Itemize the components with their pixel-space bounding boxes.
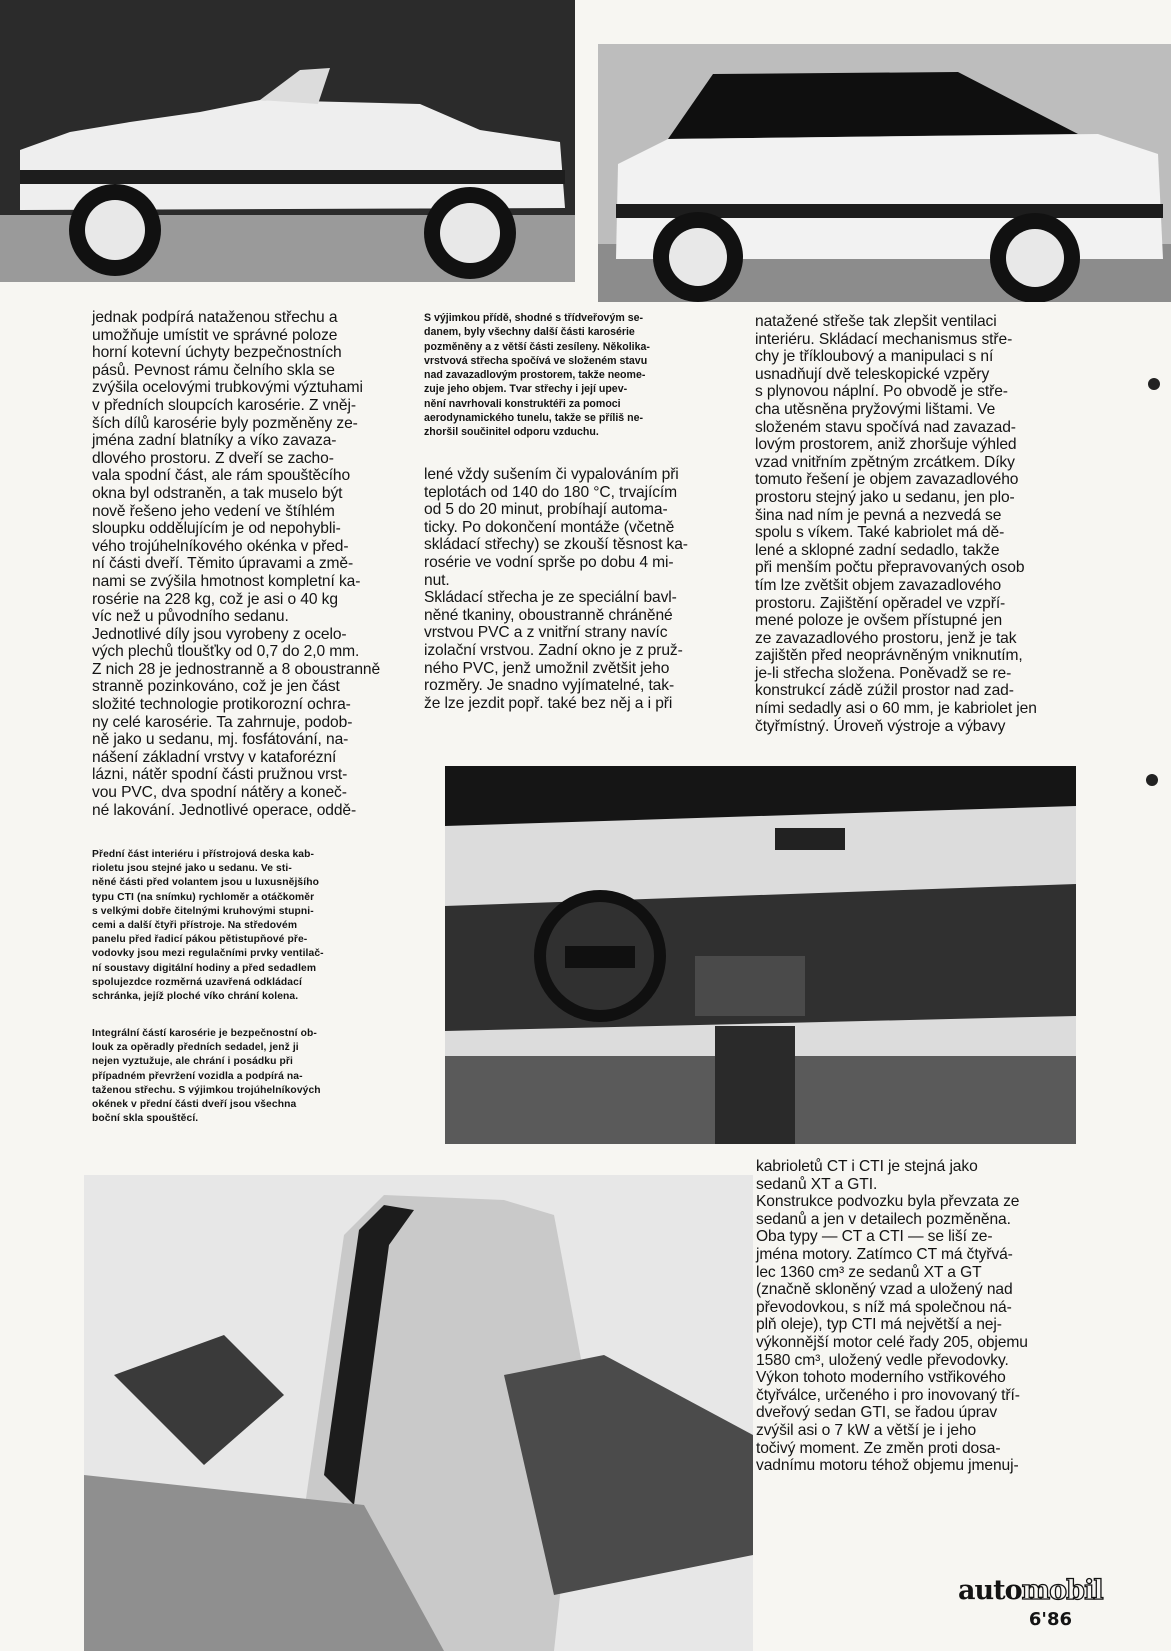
article-column-2: lené vždy sušením či vypalováním při teplotách od 140 do 180 °C, trvajícím od 5 do 20 minut, probíhají automa- ticky. Po dokončení montáže (včetně skládací střechy) se zkouší těsnost ka- rosérie ve vodní sprše po dobu 4 mi- nut. Skládací střecha je ze speciální bavl- něné tkaniny, oboustranně chráněné vrstvou PVC a z vnitřní strany navíc izolační vrstvou. Zadní okno je z pruž- ného PVC, jenž umožnil zvětšit jeho rozměry. Je snadno vyjímatelné, tak- že lze jezdit popř. také bez něj a i při [424,466,688,712]
cabrio-closed-side-photo [598,44,1171,302]
rollbar-interior-photo [84,1175,753,1651]
issue-number: 6'86 [1028,1609,1072,1630]
caption-rollbar: Integrální částí karosérie je bezpečnostní ob- louk za opěradly předních sedadel, jenž ji nejen vyztužuje, ale chrání i posádku při případném převržení vozidla a podpírá na- taženou střechu. S výjimkou trojúhelníkových okének v přední části dveří jsou všechna boční skla spouštěcí. [92,1028,321,1125]
cabrio-open-side-photo [0,0,575,282]
article-intro-bold: S výjimkou přídě, shodné s třídveřovým se- danem, byly všechny další části karosérie pozměněny a z větší části zesíleny. Několika- vrstvová střecha spočívá ve složeném stavu nad zavazadlovým prostorem, takže neome- zuje jeho objem. Tvar střechy i její upev- nění navrhovali konstruktéři za pomoci aerodynamického tunelu, takže se příliš ne- zhoršil součinitel odporu vzduchu. [424,312,650,439]
interior-dashboard-photo [445,766,1076,1144]
logo-word-auto: auto [958,1575,1022,1606]
caption-dashboard: Přední část interiéru i přístrojová deska kab- rioletu jsou stejné jako u sedanu. Ve sti- něné části před volantem jsou u luxusnějšího typu CTI (na snímku) rychloměr a otáčkoměr s velkými dobře čitelnými kruhovými stupni- cemi a další čtyři přístroje. Na středovém panelu před řadicí pákou pětistupňové pře- vodovky jsou mezi regulačními prvky ventilač- ní soustavy digitální hodiny a před sedadlem spolujezdce rozměrná uzavřená odkládací schránka, jejíž ploché víko chrání kolena. [92,849,324,1003]
article-column-3: natažené střeše tak zlepšit ventilaci interiéru. Skládací mechanismus stře- chy je tříkloubový a manipulaci s ní usnadňují dvě teleskopické vzpěry s plynovou náplní. Po obvodě je stře- cha utěsněna pryžovými lištami. Ve složeném stavu spočívá nad zavazad- lovým prostorem, aniž zhoršuje výhled vzad vnitřním zpětným zrcátkem. Díky tomuto řešení je objem zavazadlového prostoru stejný jako u sedanu, jen plo- šina nad ním je pevná a nezvedá se spolu s víkem. Také kabriolet má dě- lené a sklopné zadní sedadlo, takže při menším počtu přepravovaných osob tím lze zvětšit objem zavazadlového prostoru. Zajištění opěradel ve vzpří- mené poloze je ovšem přístupné jen ze zavazadlového prostoru, jenž je tak zajištěn před neoprávněným vniknutím, je-li střecha složena. Poněvadž se re- konstrukcí zádě zúžil prostor nad zad- ními sedadly asi o 60 mm, je kabriolet jen čtyřmístný. Úroveň výstroje a výbavy [755,313,1037,735]
article-column-1: jednak podpírá nataženou střechu a umožňuje umístit ve správné poloze horní kotevní úchyty bezpečnostních pásů. Pevnost rámu čelního skla se zvýšila ocelovými trubkovými výztuhami v předních sloupcích karosérie. Z vněj- ších dílů karosérie byly pozměněny ze- jména zadní blatníky a víko zavaza- dlového prostoru. Z dveří se zacho- vala spodní část, ale rám spouštěcího okna byl odstraněn, a tak muselo být nově řešeno jeho vedení ve štíhlém sloupku oddělujícím je od nepohybli- vého trojúhelníkového okénka v před- ní části dveří. Těmito úpravami a změ- nami se zvýšila hmotnost kompletní ka- rosérie na 228 kg, což je asi o 40 kg víc než u původního sedanu. Jednotlivé díly jsou vyrobeny z ocelo- vých plechů tloušťky od 0,7 do 2,0 mm. Z nich 28 je jednostranně a 8 oboustranně stranně pozinkováno, což je jen část složité technologie protikorozní ochra- ny celé karosérie. Ta zahrnuje, podob- ně jako u sedanu, mj. fosfátování, na- nášení základní vrstvy v kataforézní lázni, nátěr spodní části pružnou vrst- vou PVC, dva spodní nátěry a koneč- né lakování. Jednotlivé operace, oddě- [92,309,381,819]
magazine-logo [958,1575,1103,1645]
article-column-3-bottom: kabrioletů CT i CTI je stejná jako sedanů XT a GTI. Konstrukce podvozku byla převzata ze sedanů a jen v detailech pozměněna. Oba typy — CT a CTI — se liší ze- jména motory. Zatímco CT má čtyřvá- lec 1360 cm³ ze sedanů XT a GT (značně skloněný vzad a uložený nad převodovkou, s níž má společnou ná- plň oleje), typ CTI má největší a nej- výkonnější motor celé řady 205, objemu 1580 cm³, uložený vedle převodovky. Výkon tohoto moderního vstřikového čtyřválce, určeného i pro inovovaný tří- dveřový sedan GTI, se řadou úprav zvýšil asi o 7 kW a větší je i jeho točivý moment. Ze změn proti dosa- vadnímu motoru téhož objemu jmenuj- [756,1158,1028,1475]
logo-word-mobil: mobil [1021,1575,1103,1606]
punch-hole-middle [1146,774,1158,786]
punch-hole-top [1148,378,1160,390]
